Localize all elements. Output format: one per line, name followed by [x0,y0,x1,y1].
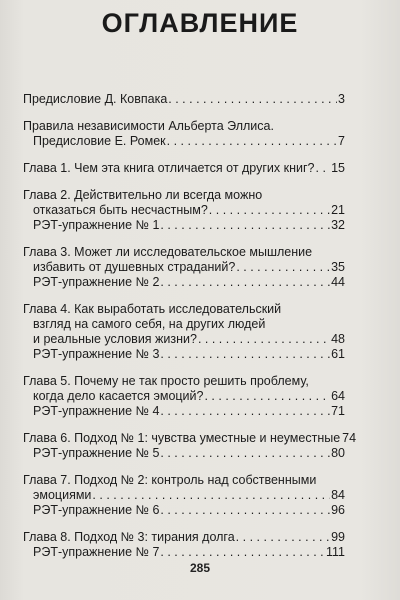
leader-dots [160,275,330,290]
toc-entry [23,530,345,560]
toc-line-text: когда дело касается эмоций? [33,389,204,403]
toc-entry [23,473,345,518]
toc-line-text: РЭТ-упражнение № 6 [33,503,160,517]
toc-line [23,188,345,203]
toc-entry [23,119,345,149]
leader-dots [92,488,330,503]
toc-line-text: избавить от душевных страданий? [33,260,236,274]
toc-line-text: РЭТ-упражнение № 3 [33,347,160,361]
toc-page-number: 48 [331,332,345,346]
toc-page-number: 96 [331,503,345,517]
toc-line-text: Глава 6. Подход № 1: чувства уместные и неуместные [23,431,341,445]
toc-line-text: Глава 3. Может ли исследовательское мышление [23,245,313,259]
toc-line-text: Правила независимости Альберта Эллиса. [23,119,274,133]
leader-dots [160,347,330,362]
toc-page-number: 7 [338,134,345,148]
leader-dots [167,134,337,149]
toc-page-number: 3 [338,92,345,106]
toc-page-number: 21 [331,203,345,217]
toc-line [23,431,357,446]
leader-dots [236,530,330,545]
page-title: ОГЛАВЛЕНИЕ [101,8,299,38]
toc-exercise-line [23,404,345,419]
toc-line-text: Глава 5. Почему не так просто решить проблему, [23,374,309,388]
toc-line-text: Предисловие Е. Ромек [33,134,166,148]
toc-line-text: Глава 7. Подход № 2: контроль над собственными [23,473,317,487]
toc-line-text: Предисловие Д. Ковпака [23,92,168,106]
toc-line-text: РЭТ-упражнение № 1 [33,218,160,232]
toc-page-number: 44 [331,275,345,289]
toc-exercise-line [23,545,345,560]
toc-line-text: эмоциями [33,488,92,502]
toc-line-text: Глава 1. Чем эта книга отличается от других книг? [23,161,315,175]
leader-dots [316,161,331,176]
toc-page-number: 32 [331,218,345,232]
toc-page-number: 15 [331,161,345,175]
toc-page-number: 71 [331,404,345,418]
toc-page-number: 84 [331,488,345,502]
leader-dots [160,404,330,419]
toc-entry [23,188,345,233]
toc-entry [23,161,345,176]
toc-line [23,92,345,107]
leader-dots [168,92,337,107]
toc-line [23,473,345,488]
page-number: 285 [189,561,211,575]
toc-entry [23,92,345,107]
toc-entry [23,245,345,290]
toc-entry [23,431,357,461]
toc-line-text: РЭТ-упражнение № 5 [33,446,160,460]
toc-entry [23,302,345,362]
table-of-contents [23,92,357,560]
toc-line [23,332,345,347]
toc-line [23,302,345,317]
toc-line [23,530,345,545]
toc-line [23,203,345,218]
toc-line [23,260,345,275]
toc-line [23,119,345,134]
toc-page-number: 74 [342,431,357,445]
toc-line [23,161,345,176]
leader-dots [204,389,330,404]
toc-line [23,245,345,260]
toc-line-text: взгляд на самого себя, на других людей [33,317,266,331]
toc-page-number: 80 [331,446,345,460]
toc-line-text: РЭТ-упражнение № 7 [33,545,160,559]
toc-line [23,317,345,332]
toc-exercise-line [23,446,345,461]
toc-exercise-line [23,275,345,290]
toc-entry [23,374,345,419]
toc-line [23,389,345,404]
leader-dots [198,332,330,347]
toc-line-text: РЭТ-упражнение № 2 [33,275,160,289]
toc-exercise-line [23,347,345,362]
toc-page-number: 111 [325,545,345,559]
leader-dots [236,260,330,275]
leader-dots [160,218,330,233]
toc-page-number: 35 [331,260,345,274]
toc-line-text: и реальные условия жизни? [33,332,197,346]
toc-page-number: 64 [331,389,345,403]
toc-line-text: Глава 2. Действительно ли всегда можно [23,188,263,202]
toc-exercise-line [23,503,345,518]
leader-dots [160,545,325,560]
leader-dots [160,503,330,518]
toc-line [23,134,345,149]
toc-page-number: 61 [331,347,345,361]
toc-line-text: отказаться быть несчастным? [33,203,208,217]
toc-line-text: Глава 8. Подход № 3: тирания долга [23,530,235,544]
toc-line-text: РЭТ-упражнение № 4 [33,404,160,418]
toc-line [23,374,345,389]
leader-dots [160,446,330,461]
leader-dots [209,203,330,218]
toc-page-number: 99 [331,530,345,544]
toc-exercise-line [23,218,345,233]
toc-line-text: Глава 4. Как выработать исследовательский [23,302,282,316]
toc-line [23,488,345,503]
